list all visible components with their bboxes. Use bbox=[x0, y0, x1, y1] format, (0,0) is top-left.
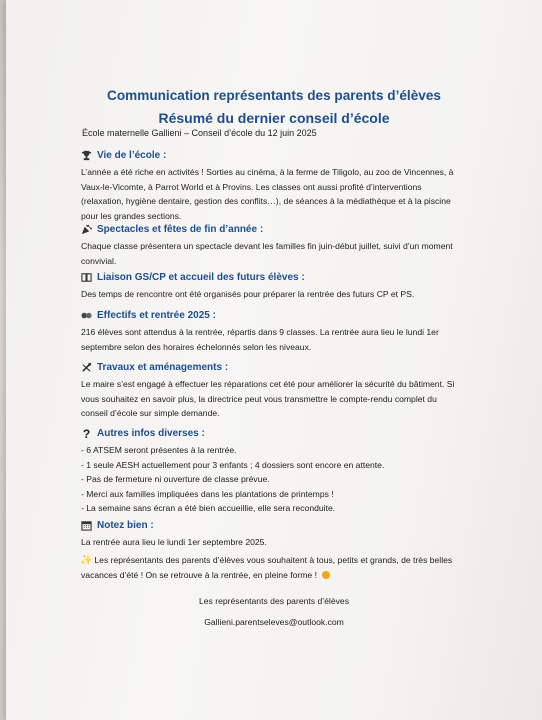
section-title: Notez bien : bbox=[97, 520, 154, 531]
section-title: Liaison GS/CP et accueil des futurs élèves : bbox=[97, 272, 305, 283]
info-list bbox=[81, 443, 462, 516]
section-paragraph: Chaque classe présentera un spectacle devant les familles fin juin-début juillet, suivi d’un moment convivial. bbox=[81, 241, 453, 266]
section-heading bbox=[81, 362, 462, 373]
section-heading bbox=[81, 150, 462, 161]
list-item: - 6 ATSEM seront présentes à la rentrée. bbox=[81, 445, 237, 455]
section-effectifs bbox=[81, 310, 462, 354]
children-icon bbox=[81, 310, 92, 321]
list-item: - Pas de fermeture ni ouverture de classe prévue. bbox=[81, 474, 270, 484]
section-title: Vie de l’école : bbox=[97, 150, 167, 161]
list-item: - La semaine sans écran a été bien accueillie, elle sera reconduite. bbox=[81, 503, 336, 513]
sparkles-icon: ✨ bbox=[80, 555, 93, 566]
section-notez-bien bbox=[81, 520, 462, 550]
section-liaison bbox=[81, 272, 462, 302]
section-paragraph: 216 élèves sont attendus à la rentrée, répartis dans 9 classes. La rentrée aura lieu le lundi 1er septembre selon des horaires échelonnés selon les niveaux. bbox=[81, 327, 439, 352]
page-subtitle: Résumé du dernier conseil d’école bbox=[158, 110, 390, 126]
calendar-icon bbox=[81, 520, 92, 531]
section-heading bbox=[81, 224, 462, 235]
page-title: Communication représentants des parents d’élèves bbox=[107, 88, 441, 103]
question-mark-icon: ? bbox=[82, 426, 91, 441]
section-heading bbox=[81, 520, 462, 531]
section-title: Spectacles et fêtes de fin d’année : bbox=[97, 224, 264, 235]
section-heading bbox=[81, 272, 462, 283]
contact-email: Gallieni.parentseleves@outlook.com bbox=[204, 617, 344, 627]
closing-text: Les représentants des parents d’élèves vous souhaitent à tous, petits et grands, de très belles vacances d’été ! On se retrouve à la rentrée, en pleine forme ! bbox=[81, 555, 453, 580]
section-vie-ecole bbox=[81, 150, 462, 223]
section-paragraph: L’année a été riche en activités ! Sorties au cinéma, à la ferme de Tiligolo, au zoo de Vincennes, à Vaux-le-Vicomte, à Parrot World et à Provins. Les classes ont aussi profité d’interventions (relaxation, hygiène dentaire, gestion des conflits…), de séances à la médiathèque et à la piscine pour les grandes sections. bbox=[81, 167, 454, 221]
section-autres-infos bbox=[81, 428, 462, 516]
signature-name: Les représentants des parents d’élèves bbox=[198, 596, 349, 606]
section-heading bbox=[81, 310, 462, 321]
party-popper-icon bbox=[81, 224, 92, 235]
section-paragraph: Des temps de rencontre ont été organisés pour préparer la rentrée des futurs CP et PS. bbox=[81, 289, 415, 299]
list-item: - Merci aux familles impliquées dans les plantations de printemps ! bbox=[81, 488, 334, 499]
list-item: - 1 seule AESH actuellement pour 3 enfants ; 4 dossiers sont encore en attente. bbox=[81, 459, 385, 470]
closing-message bbox=[81, 553, 466, 582]
section-paragraph: La rentrée aura lieu le lundi 1er septembre 2025. bbox=[81, 537, 267, 547]
document-sheet bbox=[6, 0, 542, 720]
section-travaux bbox=[81, 362, 462, 421]
book-icon bbox=[81, 272, 92, 283]
tools-icon bbox=[81, 362, 92, 373]
section-heading bbox=[81, 428, 462, 439]
section-title: Autres infos diverses : bbox=[97, 428, 205, 439]
section-spectacles bbox=[81, 224, 462, 268]
sun-icon bbox=[322, 571, 330, 579]
meeting-info: École maternelle Gallieni – Conseil d’école du 12 juin 2025 bbox=[82, 128, 317, 138]
section-title: Effectifs et rentrée 2025 : bbox=[97, 310, 216, 321]
section-title: Travaux et aménagements : bbox=[97, 362, 229, 373]
section-paragraph: Le maire s’est engagé à effectuer les réparations cet été pour améliorer la sécurité du bâtiment. Si vous souhaitez en savoir plus, la directrice peut vous transmettre le compte-rendu complet du conseil d’école sur simple demande. bbox=[81, 379, 455, 418]
trophy-icon bbox=[81, 150, 92, 161]
